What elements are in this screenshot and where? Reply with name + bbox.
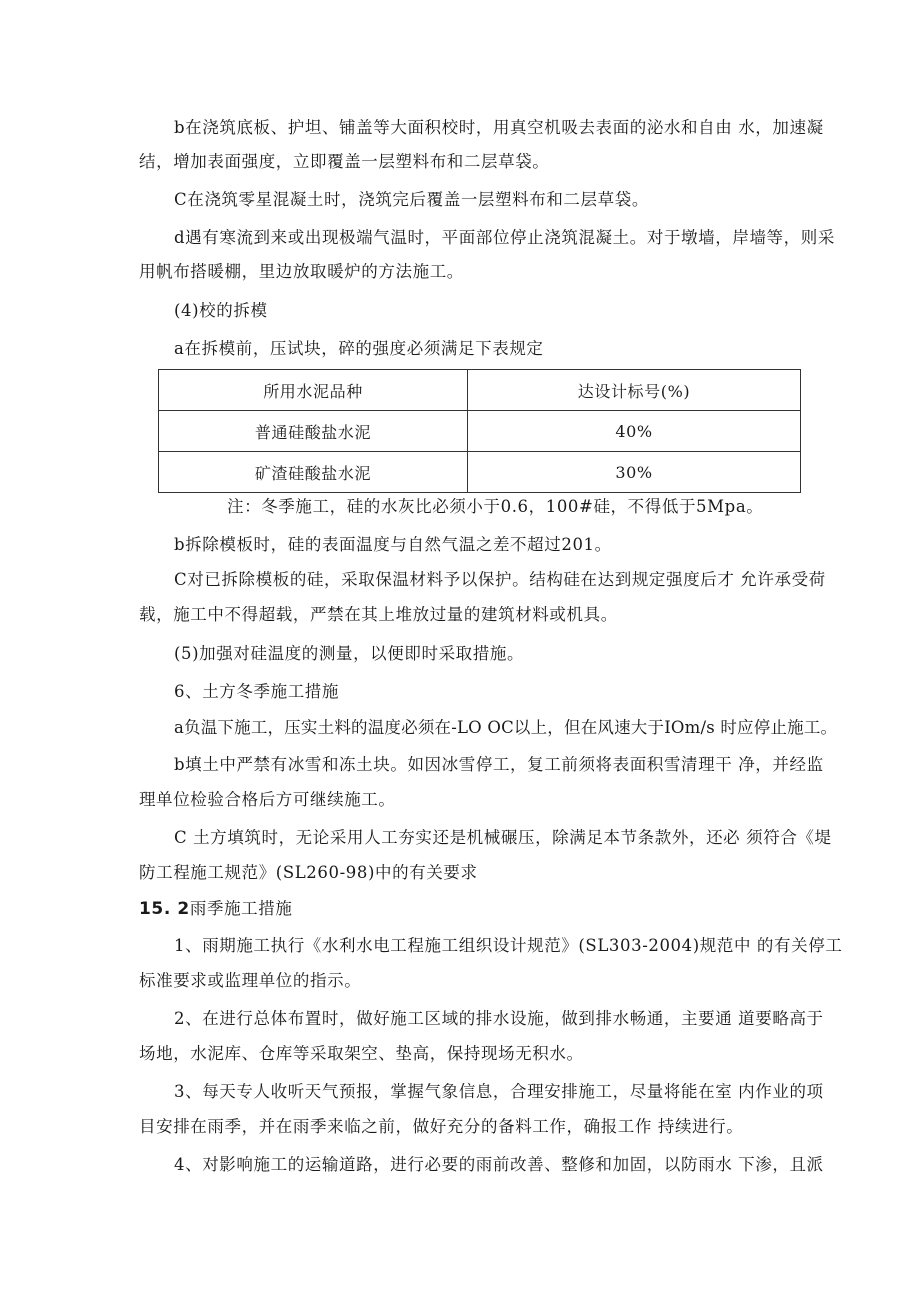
paragraph-c-protection-line1: C对已拆除模板的硅，采取保温材料予以保护。结构硅在达到规定强度后才 允许承受荷 [174,570,826,589]
table-cell: 30% [468,452,801,493]
paragraph-c-protection-line2: 载，施工中不得超载，严禁在其上堆放过量的建筑材料或机具。 [139,605,618,624]
table-note: 注：冬季施工，硅的水灰比必须小于0.6，100#硅，不得低于5Mpa。 [227,497,764,516]
rain-measure-2-line2: 场地，水泥库、仓库等采取架空、垫高，保持现场无积水。 [139,1044,584,1063]
paragraph-b-pouring-line2: 结，增加表面强度，立即覆盖一层塑料布和二层草袋。 [139,152,550,171]
strength-requirement-table [158,369,801,493]
section-title: 雨季施工措施 [189,899,293,918]
rain-measure-3-line1: 3、每天专人收听天气预报，掌握气象信息，合理安排施工，尽量将能在室 内作业的项 [174,1082,824,1101]
paragraph-c-compaction-line2: 防工程施工规范》(SL260-98)中的有关要求 [139,863,478,882]
paragraph-b-pouring-line1: b在浇筑底板、护坦、铺盖等大面积校时，用真空机吸去表面的泌水和自由 水，加速凝 [174,118,824,137]
subsection-6-earthwork: 6、土方冬季施工措施 [174,682,339,701]
table-header-row [159,370,801,411]
table-cell: 40% [468,411,801,452]
subsection-5-temperature: (5)加强对硅温度的测量，以便即时采取措施。 [174,644,525,663]
rain-measure-1-line1: 1、雨期施工执行《水利水电工程施工组织设计规范》(SL303-2004)规范中 的有关停工 [174,936,843,955]
paragraph-c-compaction-line1: C 土方填筑时，无论采用人工夯实还是机械碾压，除满足本节条款外，还必 须符合《堤 [174,828,832,847]
table-header-cell: 所用水泥品种 [159,370,468,411]
paragraph-a-earthwork: a负温下施工，压实土料的温度必须在-LO OC以上，但在风速大于IOm/s 时应停止施工。 [174,718,838,737]
paragraph-d-cold-line1: d遇有寒流到来或出现极端气温时，平面部位停止浇筑混凝土。对于墩墙，岸墙等，则采 [174,228,835,247]
rain-measure-3-line2: 目安排在雨季，并在雨季来临之前，做好充分的备料工作，确报工作 持续进行。 [139,1117,744,1136]
paragraph-a-formwork: a在拆模前，压试块，碎的强度必须满足下表规定 [174,339,544,358]
table-row [159,411,801,452]
table-row [159,452,801,493]
rain-measure-4-line1: 4、对影响施工的运输道路，进行必要的雨前改善、整修和加固，以防雨水 下渗，且派 [174,1155,824,1174]
paragraph-d-cold-line2: 用帆布搭暖棚，里边放取暖炉的方法施工。 [139,262,464,281]
paragraph-c-pouring: C在浇筑零星混凝土时，浇筑完后覆盖一层塑料布和二层草袋。 [174,190,649,209]
paragraph-b-removal: b拆除模板时，硅的表面温度与自然气温之差不超过201。 [174,535,612,554]
table-cell: 普通硅酸盐水泥 [159,411,468,452]
rain-measure-1-line2: 标准要求或监理单位的指示。 [139,971,362,990]
section-number: 15. 2 [139,899,190,919]
section-heading-15-2 [139,899,292,919]
subsection-4-formwork: (4)校的拆模 [174,301,268,320]
table-header-cell: 达设计标号(%) [468,370,801,411]
table-cell: 矿渣硅酸盐水泥 [159,452,468,493]
paragraph-b-fill-line2: 理单位检验合格后方可继续施工。 [139,790,396,809]
paragraph-b-fill-line1: b填土中严禁有冰雪和冻土块。如因冰雪停工，复工前须将表面积雪清理干 净，并经监 [174,755,824,774]
rain-measure-2-line1: 2、在进行总体布置时，做好施工区域的排水设施，做到排水畅通，主要通 道要略高于 [174,1009,824,1028]
